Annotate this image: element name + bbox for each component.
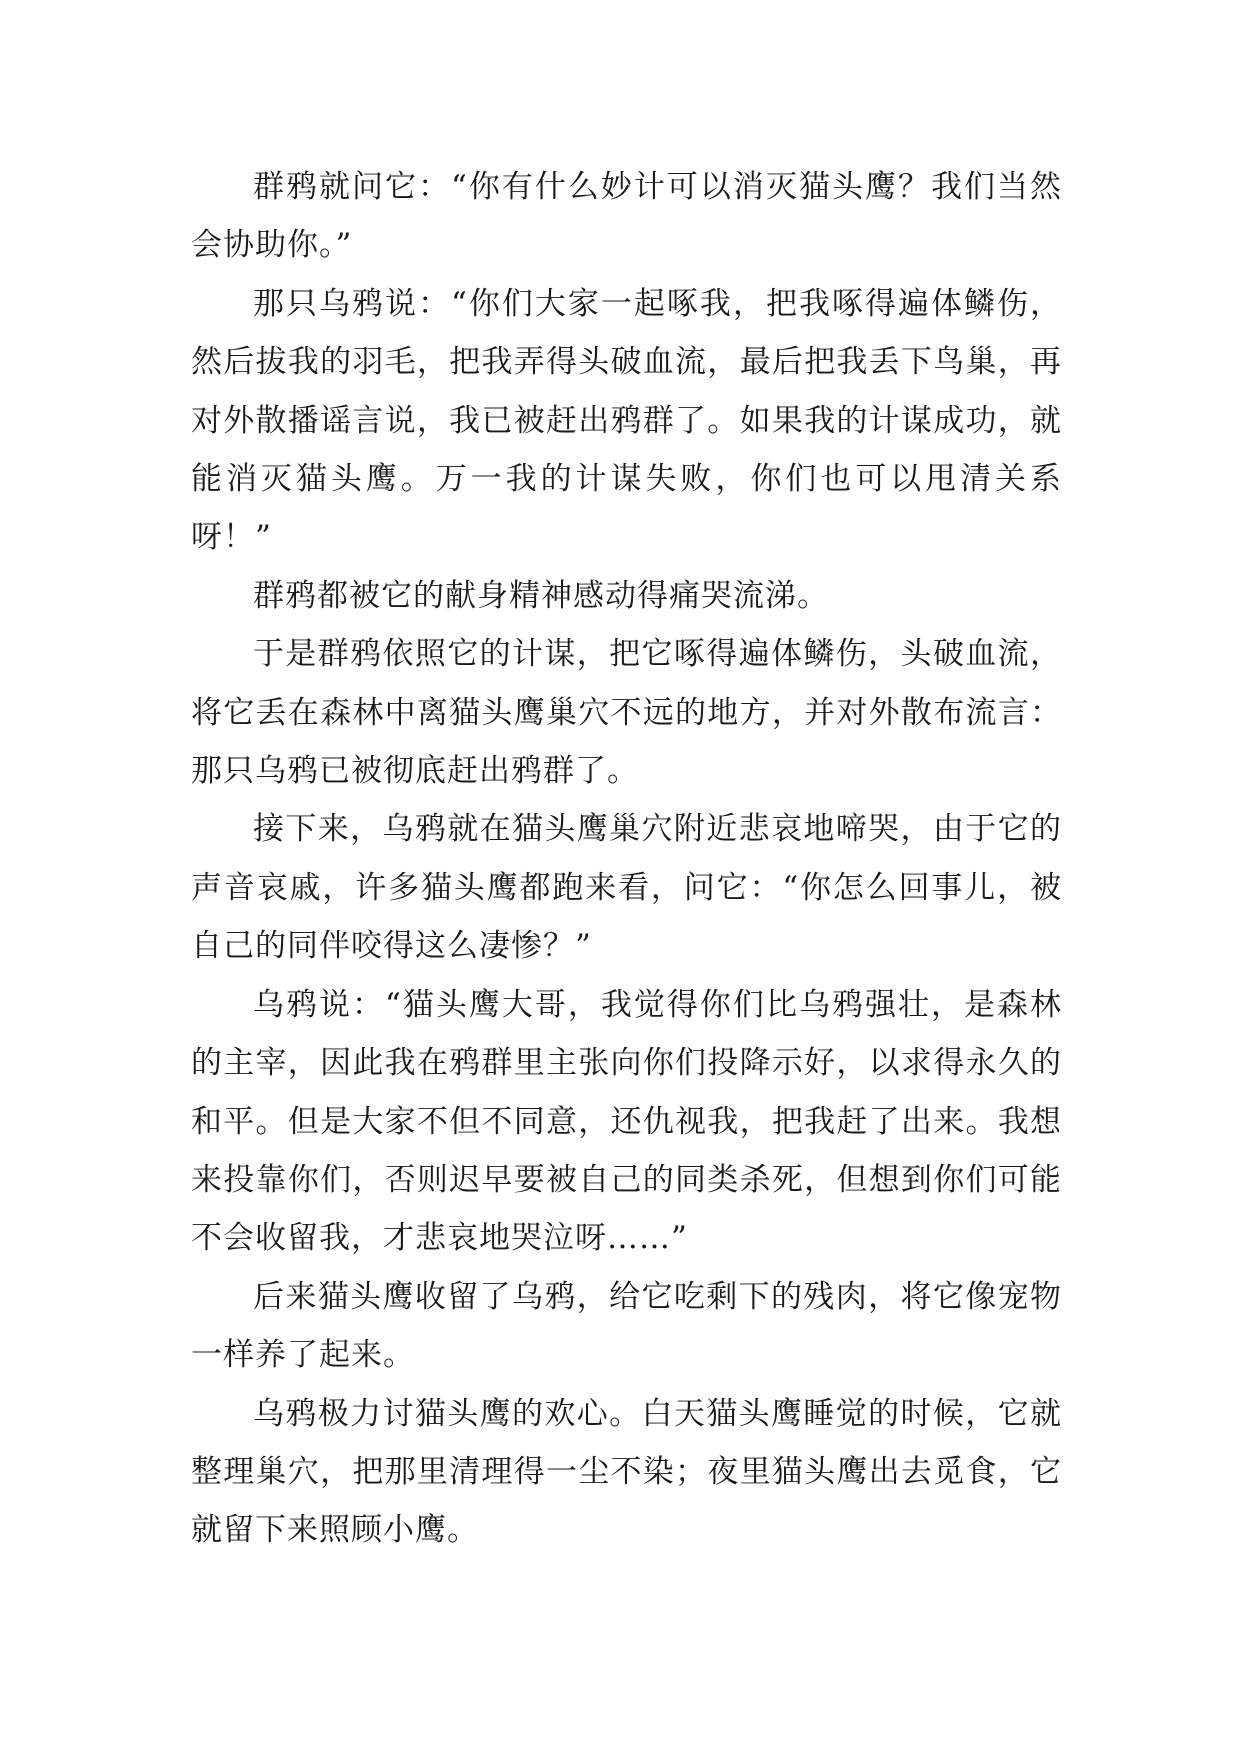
paragraph: 群鸦都被它的献身精神感动得痛哭流涕。 [253,577,829,614]
paragraph: 乌鸦极力讨猫头鹰的欢心。白天猫头鹰睡觉的时候，它就整理巢穴，把那里清理得一尘不染；夜里猫头鹰出去觅食，它就留下来照顾小鹰。 [191,1395,1062,1549]
paragraph: 群鸦就问它：“你有什么妙计可以消灭猫头鹰？我们当然会协助你。” [191,169,1062,264]
paragraph: 乌鸦说：“猫头鹰大哥，我觉得你们比乌鸦强壮，是森林的主宰，因此我在鸦群里主张向你们投降示好，以求得永久的和平。但是大家不但不同意，还仇视我，把我赶了出来。我想来投靠你们，否则迟早要被自己的同类杀死，但想到你们可能不会收留我，才悲哀地哭泣呀……” [191,986,1062,1257]
paragraph: 后来猫头鹰收留了乌鸦，给它吃剩下的残肉，将它像宠物一样养了起来。 [191,1278,1062,1374]
paragraph: 那只乌鸦说：“你们大家一起啄我，把我啄得遍体鳞伤，然后拔我的羽毛，把我弄得头破血流，最后把我丢下鸟巢，再对外散播谣言说，我已被赶出鸦群了。如果我的计谋成功，就能消灭猫头鹰。万一我的计谋失败，你们也可以甩清关系呀！” [191,285,1062,556]
paragraph: 于是群鸦依照它的计谋，把它啄得遍体鳞伤，头破血流，将它丢在森林中离猫头鹰巢穴不远的地方，并对外散布流言：那只乌鸦已被彻底赶出鸦群了。 [191,636,1062,790]
paragraph: 接下来，乌鸦就在猫头鹰巢穴附近悲哀地啼哭，由于它的声音哀戚，许多猫头鹰都跑来看，问它：“你怎么回事儿，被自己的同伴咬得这么凄惨？” [191,811,1062,965]
story-text [191,158,1062,1560]
